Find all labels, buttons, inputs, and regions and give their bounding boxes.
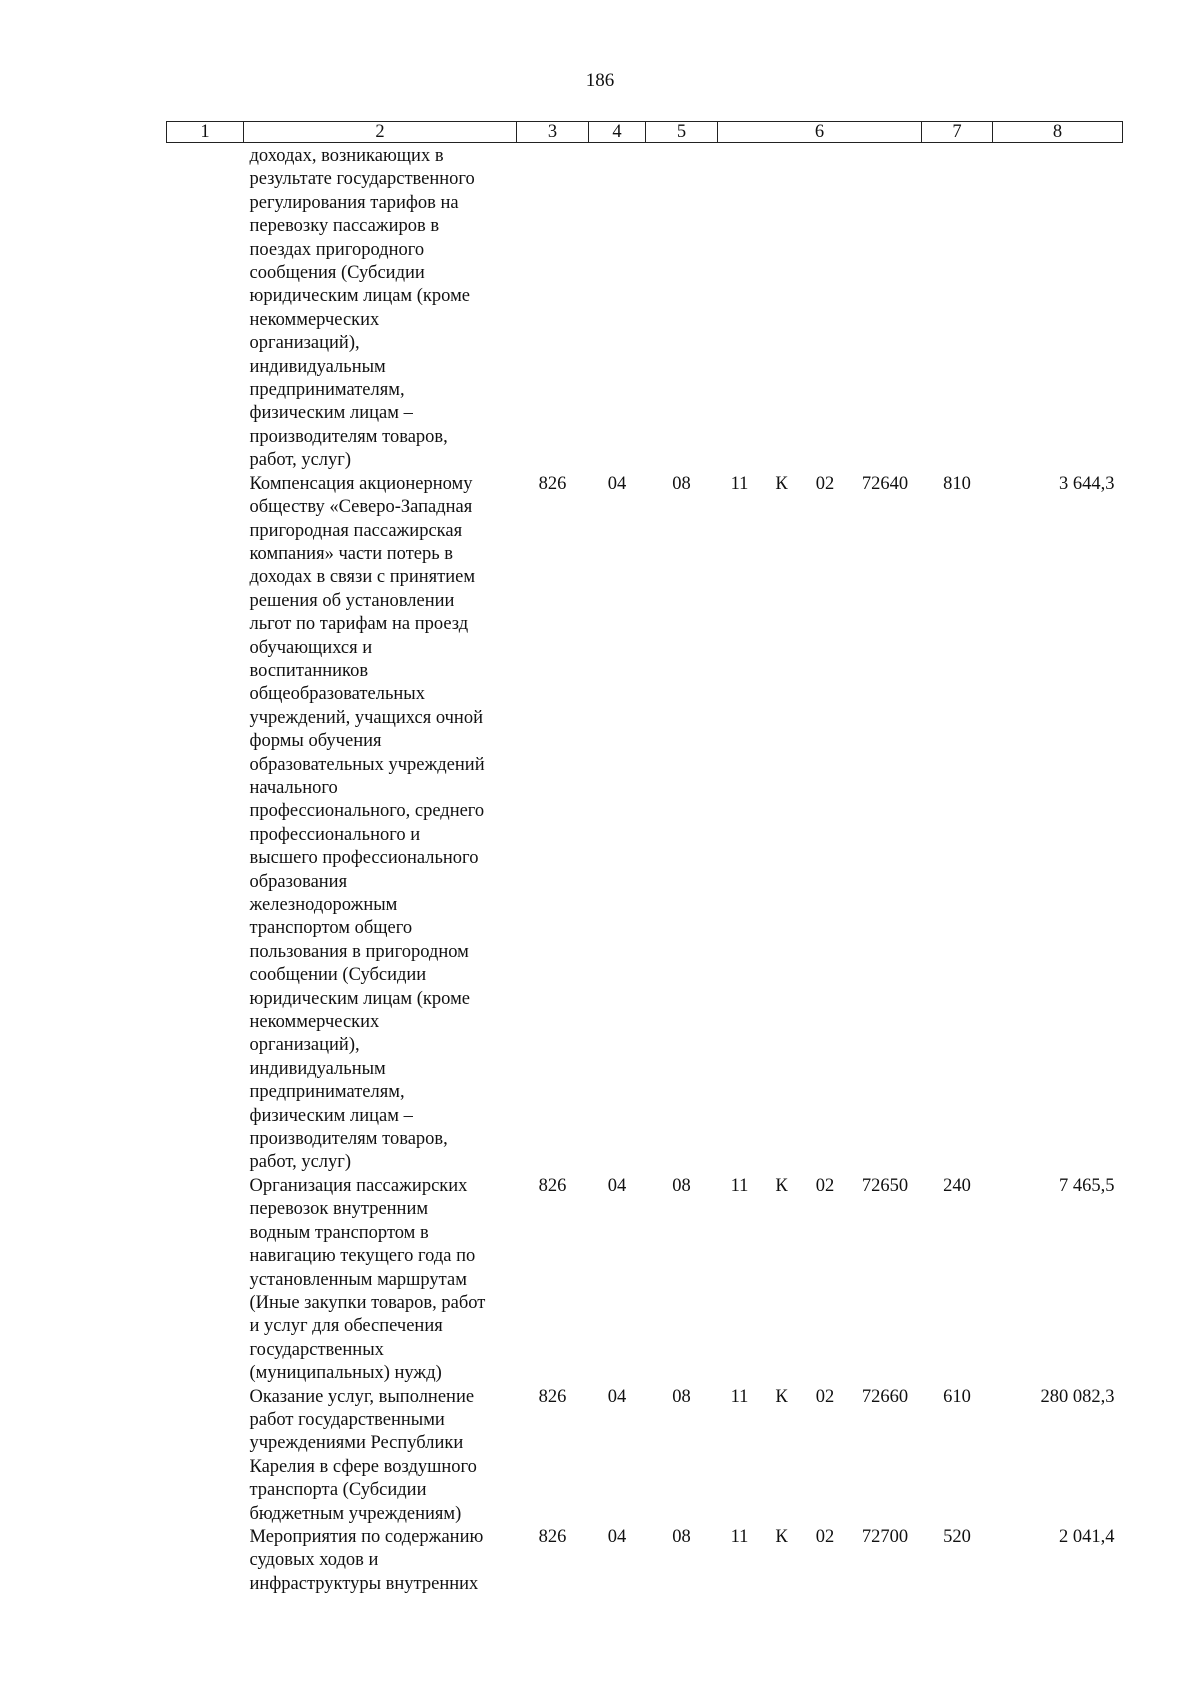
cell-col-6a: 11 [730,1386,749,1407]
cell-col-4: 04 [607,1526,627,1547]
cell-col-6d [849,143,922,473]
cell-col-8: 2 041,4 [1059,1526,1115,1547]
row-description: Мероприятия по содержанию судовых ходов и инфраструктуры внутренних [249,1526,484,1594]
header-col-1: 1 [167,122,244,143]
header-row [167,122,1123,143]
cell-col-6d: 72650 [861,1175,909,1196]
row-index-cell [167,473,244,1175]
cell-col-5: 08 [672,473,691,494]
header-col-4: 4 [589,122,646,143]
budget-table [166,121,1123,1596]
cell-col-5: 08 [672,1526,691,1547]
cell-col-6b: К [775,1526,788,1547]
cell-col-6c: 02 [815,1175,835,1196]
cell-col-6b [762,143,802,473]
cell-col-6d: 72660 [861,1386,909,1407]
cell-col-8: 3 644,3 [1059,473,1115,494]
cell-col-6c [802,143,849,473]
cell-col-6c: 02 [815,1386,835,1407]
header-col-7: 7 [922,122,993,143]
cell-col-7: 610 [943,1386,971,1407]
table-row [167,1386,1123,1526]
page-number: 186 [585,70,615,91]
cell-col-6d: 72700 [861,1526,909,1547]
header-col-6: 6 [718,122,922,143]
cell-col-5: 08 [672,1175,691,1196]
cell-col-6d: 72640 [861,473,909,494]
table-row [167,143,1123,473]
header-col-8: 8 [993,122,1123,143]
cell-col-6b: К [775,1386,788,1407]
cell-col-6a: 11 [730,1175,749,1196]
row-index-cell [167,1175,244,1386]
cell-col-4: 04 [607,1386,627,1407]
row-description: Компенсация акционерному обществу «Северо-Западная пригородная пассажирская компания» части потерь в доходах в связи с принятием решения об установлении льгот по тарифам на проезд обучающихся и воспитанников общеобразовательных учреждений, учащихся очной формы обучения образовательных учреждений начального профессионального, среднего профессионального и высшего профессионального образования железнодорожным транспортом общего пользования в пригородном сообщении (Субсидии юридическим лицам (кроме некоммерческих организаций), индивидуальным предпринимателям, физическим лицам – производителям товаров, работ, услуг) [249,473,485,1173]
cell-col-4 [589,143,646,473]
cell-col-6b: К [775,1175,788,1196]
table-row [167,473,1123,1175]
header-col-2: 2 [244,122,517,143]
cell-col-8: 280 082,3 [1040,1386,1115,1407]
row-index-cell [167,143,244,473]
cell-col-3: 826 [538,1175,567,1196]
header-col-5: 5 [646,122,718,143]
cell-col-5 [646,143,718,473]
cell-col-7: 520 [943,1526,971,1547]
cell-col-3: 826 [538,473,567,494]
cell-col-3: 826 [538,1526,567,1547]
cell-col-6b: К [775,473,788,494]
cell-col-6a: 11 [730,473,749,494]
cell-col-5: 08 [672,1386,691,1407]
row-description: Оказание услуг, выполнение работ государственными учреждениями Республики Карелия в сфере воздушного транспорта (Субсидии бюджетным учреждениям) [249,1386,477,1524]
row-description: доходах, возникающих в результате государственного регулирования тарифов на перевозку пассажиров в поездах пригородного сообщения (Субсидии юридическим лицам (кроме некоммерческих организаций), индивидуальным предпринимателям, физическим лицам – производителям товаров, работ, услуг) [249,146,475,471]
cell-col-4: 04 [607,1175,627,1196]
cell-col-6a: 11 [730,1526,749,1547]
cell-col-3: 826 [538,1386,567,1407]
row-index-cell [167,1386,244,1526]
row-index-cell [167,1526,244,1596]
row-description: Организация пассажирских перевозок внутренним водным транспортом в навигацию текущего года по установленным маршрутам (Иные закупки товаров, работ и услуг для обеспечения государственных (муниципальных) нужд) [249,1175,486,1384]
cell-col-4: 04 [607,473,627,494]
cell-col-6c: 02 [815,473,835,494]
cell-col-6a [718,143,762,473]
cell-col-3 [517,143,589,473]
table-row [167,1175,1123,1386]
cell-col-7 [922,143,993,473]
header-col-3: 3 [517,122,589,143]
cell-col-7: 240 [943,1175,971,1196]
cell-col-6c: 02 [815,1526,835,1547]
cell-col-7: 810 [943,473,971,494]
cell-col-8: 7 465,5 [1059,1175,1115,1196]
cell-col-8 [993,143,1123,473]
table-row [167,1526,1123,1596]
